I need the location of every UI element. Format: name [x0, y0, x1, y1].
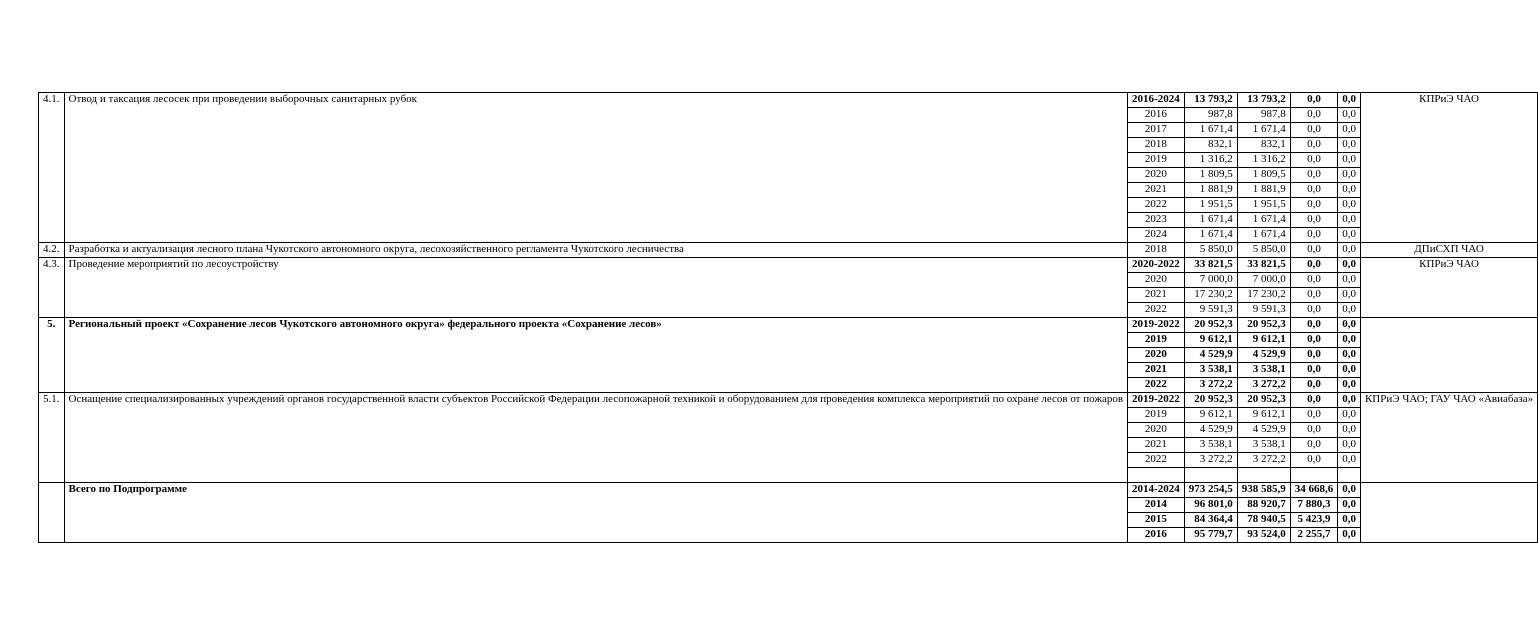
total-cell: 3 272,2 — [1184, 378, 1237, 393]
item-number: 4.2. — [39, 243, 65, 258]
year-cell: 2018 — [1128, 243, 1185, 258]
executor-cell: КПРиЭ ЧАО — [1360, 93, 1537, 243]
year-cell: 2017 — [1128, 123, 1185, 138]
budget-cell: 34 668,6 — [1290, 483, 1338, 498]
budget-cell: 0,0 — [1338, 228, 1361, 243]
budget-cell: 0,0 — [1290, 288, 1338, 303]
budget-cell: 0,0 — [1338, 303, 1361, 318]
budget-cell: 3 272,2 — [1237, 378, 1290, 393]
table-row — [39, 393, 1538, 408]
budget-cell: 7 880,3 — [1290, 498, 1338, 513]
year-cell: 2020 — [1128, 423, 1185, 438]
budget-cell: 0,0 — [1338, 153, 1361, 168]
year-cell: 2019 — [1128, 153, 1185, 168]
table-row — [39, 93, 1538, 108]
budget-cell: 0,0 — [1338, 498, 1361, 513]
year-cell: 2018 — [1128, 138, 1185, 153]
budget-cell: 2 255,7 — [1290, 528, 1338, 543]
budget-cell: 3 538,1 — [1237, 363, 1290, 378]
table-row — [39, 258, 1538, 273]
total-cell: 1 951,5 — [1184, 198, 1237, 213]
budget-cell: 3 538,1 — [1237, 438, 1290, 453]
table-row — [39, 243, 1538, 258]
budget-cell: 0,0 — [1338, 273, 1361, 288]
executor-cell: КПРиЭ ЧАО; ГАУ ЧАО «Авиабаза» — [1360, 393, 1537, 483]
budget-cell: 0,0 — [1290, 318, 1338, 333]
total-cell: 84 364,4 — [1184, 513, 1237, 528]
budget-cell: 0,0 — [1338, 423, 1361, 438]
budget-cell: 5 850,0 — [1237, 243, 1290, 258]
budget-cell: 1 671,4 — [1237, 123, 1290, 138]
total-cell: 3 538,1 — [1184, 363, 1237, 378]
year-cell: 2015 — [1128, 513, 1185, 528]
total-cell: 13 793,2 — [1184, 93, 1237, 108]
total-cell: 987,8 — [1184, 108, 1237, 123]
budget-cell: 0,0 — [1290, 333, 1338, 348]
year-cell: 2024 — [1128, 228, 1185, 243]
budget-cell: 4 529,9 — [1237, 348, 1290, 363]
budget-cell: 0,0 — [1338, 363, 1361, 378]
total-cell: 33 821,5 — [1184, 258, 1237, 273]
year-cell: 2014-2024 — [1128, 483, 1185, 498]
budget-cell: 0,0 — [1338, 348, 1361, 363]
budget-cell: 1 316,2 — [1237, 153, 1290, 168]
budget-cell — [1290, 468, 1338, 483]
budget-cell: 1 951,5 — [1237, 198, 1290, 213]
budget-cell: 938 585,9 — [1237, 483, 1290, 498]
budget-cell: 0,0 — [1338, 483, 1361, 498]
budget-cell: 93 524,0 — [1237, 528, 1290, 543]
budget-cell: 9 612,1 — [1237, 333, 1290, 348]
budget-cell: 0,0 — [1338, 453, 1361, 468]
total-cell: 1 316,2 — [1184, 153, 1237, 168]
total-cell: 1 809,5 — [1184, 168, 1237, 183]
item-number: 4.1. — [39, 93, 65, 243]
budget-cell: 0,0 — [1338, 528, 1361, 543]
budget-cell: 20 952,3 — [1237, 318, 1290, 333]
budget-cell: 0,0 — [1290, 423, 1338, 438]
budget-cell — [1338, 468, 1361, 483]
budget-cell: 0,0 — [1290, 153, 1338, 168]
budget-cell: 0,0 — [1338, 93, 1361, 108]
budget-cell: 0,0 — [1338, 318, 1361, 333]
year-cell: 2022 — [1128, 453, 1185, 468]
total-cell: 1 881,9 — [1184, 183, 1237, 198]
year-cell — [1128, 468, 1185, 483]
budget-table — [38, 92, 1538, 543]
budget-cell: 0,0 — [1338, 438, 1361, 453]
year-cell: 2021 — [1128, 288, 1185, 303]
year-cell: 2020 — [1128, 168, 1185, 183]
budget-cell: 0,0 — [1338, 408, 1361, 423]
budget-cell: 0,0 — [1290, 183, 1338, 198]
year-cell: 2020 — [1128, 348, 1185, 363]
year-cell: 2021 — [1128, 438, 1185, 453]
budget-cell: 13 793,2 — [1237, 93, 1290, 108]
budget-cell: 33 821,5 — [1237, 258, 1290, 273]
budget-cell: 0,0 — [1290, 363, 1338, 378]
total-cell: 9 612,1 — [1184, 333, 1237, 348]
budget-cell: 0,0 — [1338, 393, 1361, 408]
budget-cell: 0,0 — [1290, 408, 1338, 423]
item-name: Всего по Подпрограмме — [64, 483, 1128, 543]
item-name: Отвод и таксация лесосек при проведении выборочных санитарных рубок — [64, 93, 1128, 243]
year-cell: 2022 — [1128, 303, 1185, 318]
budget-cell: 1 671,4 — [1237, 213, 1290, 228]
total-cell: 4 529,9 — [1184, 348, 1237, 363]
executor-cell — [1360, 318, 1537, 393]
year-cell: 2016 — [1128, 108, 1185, 123]
budget-cell: 3 272,2 — [1237, 453, 1290, 468]
budget-cell: 9 591,3 — [1237, 303, 1290, 318]
total-cell: 1 671,4 — [1184, 228, 1237, 243]
total-cell: 3 538,1 — [1184, 438, 1237, 453]
year-cell: 2023 — [1128, 213, 1185, 228]
budget-cell: 0,0 — [1338, 138, 1361, 153]
year-cell: 2021 — [1128, 183, 1185, 198]
year-cell: 2021 — [1128, 363, 1185, 378]
budget-cell: 7 000,0 — [1237, 273, 1290, 288]
budget-cell: 0,0 — [1338, 213, 1361, 228]
budget-cell: 0,0 — [1290, 258, 1338, 273]
item-name: Разработка и актуализация лесного плана Чукотского автономного округа, лесохозяйственного регламента Чукотского лесничества — [64, 243, 1128, 258]
budget-cell: 0,0 — [1290, 93, 1338, 108]
item-number: 5.1. — [39, 393, 65, 483]
budget-cell: 1 881,9 — [1237, 183, 1290, 198]
budget-cell: 88 920,7 — [1237, 498, 1290, 513]
item-name: Региональный проект «Сохранение лесов Чукотского автономного округа» федерального проекта «Сохранение лесов» — [64, 318, 1128, 393]
total-cell: 20 952,3 — [1184, 393, 1237, 408]
budget-cell: 0,0 — [1338, 123, 1361, 138]
budget-cell: 20 952,3 — [1237, 393, 1290, 408]
budget-cell: 0,0 — [1338, 378, 1361, 393]
total-cell: 1 671,4 — [1184, 213, 1237, 228]
year-cell: 2014 — [1128, 498, 1185, 513]
budget-cell: 0,0 — [1338, 258, 1361, 273]
budget-cell: 0,0 — [1290, 453, 1338, 468]
year-cell: 2019-2022 — [1128, 393, 1185, 408]
budget-cell: 0,0 — [1290, 348, 1338, 363]
budget-cell: 9 612,1 — [1237, 408, 1290, 423]
budget-cell: 0,0 — [1290, 303, 1338, 318]
budget-cell: 1 809,5 — [1237, 168, 1290, 183]
budget-cell: 0,0 — [1290, 393, 1338, 408]
total-cell: 96 801,0 — [1184, 498, 1237, 513]
year-cell: 2022 — [1128, 198, 1185, 213]
total-cell: 7 000,0 — [1184, 273, 1237, 288]
total-cell: 17 230,2 — [1184, 288, 1237, 303]
budget-cell: 0,0 — [1338, 198, 1361, 213]
budget-cell: 0,0 — [1290, 243, 1338, 258]
table-row — [39, 483, 1538, 498]
budget-cell: 0,0 — [1290, 228, 1338, 243]
budget-cell: 987,8 — [1237, 108, 1290, 123]
budget-cell: 0,0 — [1338, 243, 1361, 258]
executor-cell: КПРиЭ ЧАО — [1360, 258, 1537, 318]
budget-cell: 0,0 — [1290, 168, 1338, 183]
item-name: Оснащение специализированных учреждений органов государственной власти субъектов Российской Федерации лесопожарной техникой и оборудованием для проведения комплекса мероприятий по охране лесов от пожаров — [64, 393, 1128, 483]
year-cell: 2019 — [1128, 408, 1185, 423]
total-cell: 4 529,9 — [1184, 423, 1237, 438]
budget-cell: 5 423,9 — [1290, 513, 1338, 528]
budget-cell — [1237, 468, 1290, 483]
table-row — [39, 318, 1538, 333]
total-cell — [1184, 468, 1237, 483]
year-cell: 2019-2022 — [1128, 318, 1185, 333]
total-cell: 1 671,4 — [1184, 123, 1237, 138]
year-cell: 2019 — [1128, 333, 1185, 348]
budget-cell: 0,0 — [1290, 438, 1338, 453]
item-number — [39, 483, 65, 543]
budget-cell: 0,0 — [1338, 183, 1361, 198]
total-cell: 5 850,0 — [1184, 243, 1237, 258]
budget-cell: 1 671,4 — [1237, 228, 1290, 243]
total-cell: 3 272,2 — [1184, 453, 1237, 468]
budget-cell: 0,0 — [1290, 273, 1338, 288]
total-cell: 832,1 — [1184, 138, 1237, 153]
budget-cell: 0,0 — [1338, 168, 1361, 183]
budget-cell: 0,0 — [1290, 198, 1338, 213]
budget-cell: 17 230,2 — [1237, 288, 1290, 303]
year-cell: 2016-2024 — [1128, 93, 1185, 108]
budget-cell: 0,0 — [1290, 108, 1338, 123]
total-cell: 9 591,3 — [1184, 303, 1237, 318]
total-cell: 9 612,1 — [1184, 408, 1237, 423]
year-cell: 2020 — [1128, 273, 1185, 288]
executor-cell: ДПиСХП ЧАО — [1360, 243, 1537, 258]
total-cell: 20 952,3 — [1184, 318, 1237, 333]
budget-cell: 0,0 — [1338, 108, 1361, 123]
budget-cell: 0,0 — [1338, 288, 1361, 303]
budget-cell: 0,0 — [1290, 138, 1338, 153]
budget-cell: 0,0 — [1290, 378, 1338, 393]
total-cell: 973 254,5 — [1184, 483, 1237, 498]
item-number: 4.3. — [39, 258, 65, 318]
year-cell: 2022 — [1128, 378, 1185, 393]
executor-cell — [1360, 483, 1537, 543]
budget-cell: 4 529,9 — [1237, 423, 1290, 438]
year-cell: 2016 — [1128, 528, 1185, 543]
total-cell: 95 779,7 — [1184, 528, 1237, 543]
budget-cell: 0,0 — [1290, 213, 1338, 228]
budget-cell: 0,0 — [1338, 513, 1361, 528]
budget-cell: 78 940,5 — [1237, 513, 1290, 528]
budget-cell: 0,0 — [1290, 123, 1338, 138]
year-cell: 2020-2022 — [1128, 258, 1185, 273]
item-name: Проведение мероприятий по лесоустройству — [64, 258, 1128, 318]
budget-cell: 832,1 — [1237, 138, 1290, 153]
item-number: 5. — [39, 318, 65, 393]
budget-cell: 0,0 — [1338, 333, 1361, 348]
